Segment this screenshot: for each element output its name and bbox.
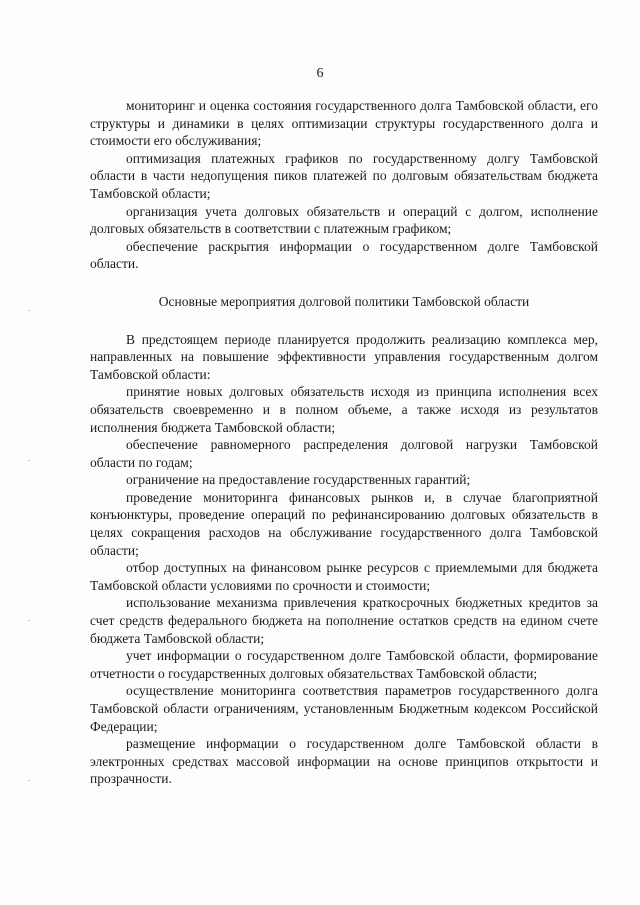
paragraph: оптимизация платежных графиков по государственному долгу Тамбовской области в части недопущения пиков платежей по долговым обязательствам бюджета Тамбовской области; <box>90 150 598 201</box>
paragraph: мониторинг и оценка состояния государственного долга Тамбовской области, его структуры и динамики в целях оптимизации структуры государственного долга и стоимости его обслуживания; <box>90 98 598 149</box>
scan-artifact <box>28 460 30 461</box>
paragraph: осуществление мониторинга соответствия параметров государственного долга Тамбовской области ограничениям, установленным Бюджетным кодексом Российской Федерации; <box>90 683 598 734</box>
paragraph: принятие новых долговых обязательств исходя из принципа исполнения всех обязательств своевременно и в полном объеме, а также исходя из результатов исполнения бюджета Тамбовской области; <box>90 384 598 435</box>
page-content <box>90 97 598 788</box>
page-number: 6 <box>316 66 324 81</box>
paragraph: В предстоящем периоде планируется продолжить реализацию комплекса мер, направленных на повышение эффективности управления государственным долгом Тамбовской области: <box>90 331 598 382</box>
paragraph: отбор доступных на финансовом рынке ресурсов с приемлемыми для бюджета Тамбовской области условиями по срочности и стоимости; <box>90 560 598 593</box>
paragraph: учет информации о государственном долге Тамбовской области, формирование отчетности о государственных долговых обязательствах Тамбовской области; <box>90 648 598 681</box>
paragraph: проведение мониторинга финансовых рынков и, в случае благоприятной конъюнктуры, проведение операций по рефинансированию долговых обязательств в целях сокращения расходов на обслуживание государственного долга Тамбовской области; <box>90 489 598 558</box>
scan-artifact <box>28 620 30 621</box>
paragraph: организация учета долговых обязательств и операций с долгом, исполнение долговых обязательств в соответствии с платежным графиком; <box>90 203 598 237</box>
paragraph: обеспечение раскрытия информации о государственном долге Тамбовской области. <box>90 238 598 272</box>
scan-artifact <box>28 780 30 781</box>
paragraph: ограничение на предоставление государственных гарантий; <box>126 472 471 488</box>
paragraph: размещение информации о государственном долге Тамбовской области в электронных средствах массовой информации на основе принципов открытости и прозрачности. <box>90 736 598 787</box>
section-heading: Основные мероприятия долговой политики Тамбовской области <box>158 293 530 309</box>
scan-artifact <box>28 310 30 311</box>
paragraph: обеспечение равномерного распределения долговой нагрузки Тамбовской области по годам; <box>90 437 598 470</box>
paragraph: использование механизма привлечения краткосрочных бюджетных кредитов за счет средств федерального бюджета на пополнение остатков средств на едином счете бюджета Тамбовской области; <box>90 595 598 646</box>
